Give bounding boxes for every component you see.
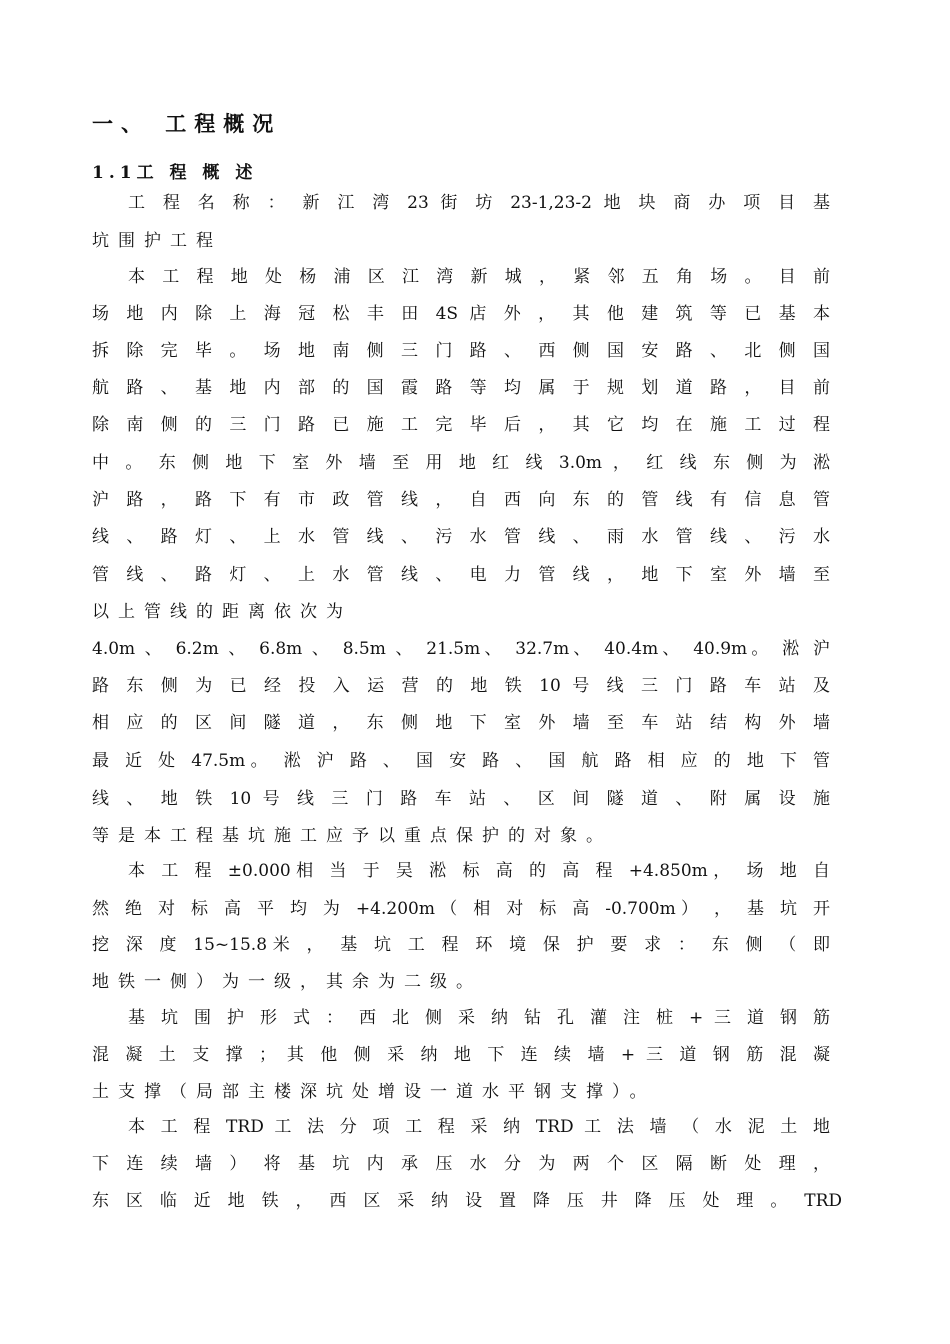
subsection-heading: 1.1工 程 概 述 xyxy=(92,163,258,183)
paragraph-line: 航 路 、 基 地 内 部 的 国 霞 路 等 均 属 于 规 划 道 路 ， 目 前 xyxy=(92,378,830,398)
paragraph-line: 混 凝 土 支 撑 ； 其 他 侧 采 纳 地 下 连 续 墙 + 三 道 钢 筋 混 凝 xyxy=(92,1045,830,1065)
paragraph-line: 基 坑 围 护 形 式 ： 西 北 侧 采 纳 钻 孔 灌 注 桩 + 三 道 钢 筋 xyxy=(128,1008,830,1028)
paragraph-line: 相 应 的 区 间 隧 道 ， 东 侧 地 下 室 外 墙 至 车 站 结 构 外 墙 xyxy=(92,713,830,733)
paragraph-line: 沪 路 ， 路 下 有 市 政 管 线 ， 自 西 向 东 的 管 线 有 信 息 管 xyxy=(92,490,830,510)
paragraph-line: 除 南 侧 的 三 门 路 已 施 工 完 毕 后 ， 其 它 均 在 施 工 过 程 xyxy=(92,415,830,435)
paragraph-line: 线 、 路 灯 、 上 水 管 线 、 污 水 管 线 、 雨 水 管 线 、 污 水 xyxy=(92,527,830,547)
paragraph-line: 然 绝 对 标 高 平 均 为 +4.200m（ 相 对 标 高 -0.700m） ， 基 坑 开 xyxy=(92,899,830,919)
paragraph-line: 中 。 东 侧 地 下 室 外 墙 至 用 地 红 线 3.0m ， 红 线 东 侧 为 淞 xyxy=(92,453,830,473)
paragraph-line: 挖 深 度 15~15.8米 ， 基 坑 工 程 环 境 保 护 要 求 ： 东 侧 （ 即 xyxy=(92,935,830,955)
paragraph-line: 管 线 、 路 灯 、 上 水 管 线 、 电 力 管 线 ， 地 下 室 外 墙 至 xyxy=(92,565,830,585)
paragraph-line: 以上管线的距离依次为 xyxy=(92,602,352,622)
section-heading: 一、 工程概况 xyxy=(92,111,282,136)
paragraph-line: 本 工 程 TRD 工 法 分 项 工 程 采 纳 TRD 工 法 墙 （ 水 泥 土 地 xyxy=(128,1117,830,1137)
paragraph-line: 地铁一侧）为一级，其余为二级。 xyxy=(92,972,482,992)
paragraph-line: 线 、 地 铁 10 号 线 三 门 路 车 站 、 区 间 隧 道 、 附 属 设 施 xyxy=(92,789,830,809)
paragraph-line: 拆 除 完 毕 。 场 地 南 侧 三 门 路 、 西 侧 国 安 路 、 北 侧 国 xyxy=(92,341,830,361)
paragraph-line: 4.0m 、 6.2m 、 6.8m 、 8.5m 、 21.5m、 32.7m、 40.4m、 40.9m。 淞 沪 xyxy=(92,639,830,659)
paragraph-line: 最 近 处 47.5m。 淞 沪 路 、 国 安 路 、 国 航 路 相 应 的 地 下 管 xyxy=(92,751,830,771)
paragraph-line: 本 工 程 地 处 杨 浦 区 江 湾 新 城 ， 紧 邻 五 角 场 。 目 前 xyxy=(128,267,830,287)
paragraph-line: 本 工 程 ±0.000相 当 于 吴 淞 标 高 的 高 程 +4.850m， 场 地 自 xyxy=(128,861,830,881)
paragraph-line: 东 区 临 近 地 铁 ， 西 区 采 纳 设 置 降 压 井 降 压 处 理 。 TRD xyxy=(92,1191,842,1211)
paragraph-line: 坑围护工程 xyxy=(92,231,222,251)
paragraph-line: 下 连 续 墙 ） 将 基 坑 内 承 压 水 分 为 两 个 区 隔 断 处 理 ， xyxy=(92,1154,830,1174)
paragraph-line: 工 程 名 称 ： 新 江 湾 23 街 坊 23-1,23-2 地 块 商 办 项 目 基 xyxy=(128,193,830,213)
paragraph-line: 场 地 内 除 上 海 冠 松 丰 田 4S 店 外 ， 其 他 建 筑 等 已 基 本 xyxy=(92,304,830,324)
paragraph-line: 土支撑（局部主楼深坑处增设一道水平钢支撑）。 xyxy=(92,1082,656,1102)
paragraph-line: 路 东 侧 为 已 经 投 入 运 营 的 地 铁 10 号 线 三 门 路 车 站 及 xyxy=(92,676,830,696)
paragraph-line: 等是本工程基坑施工应予以重点保护的对象。 xyxy=(92,826,612,846)
